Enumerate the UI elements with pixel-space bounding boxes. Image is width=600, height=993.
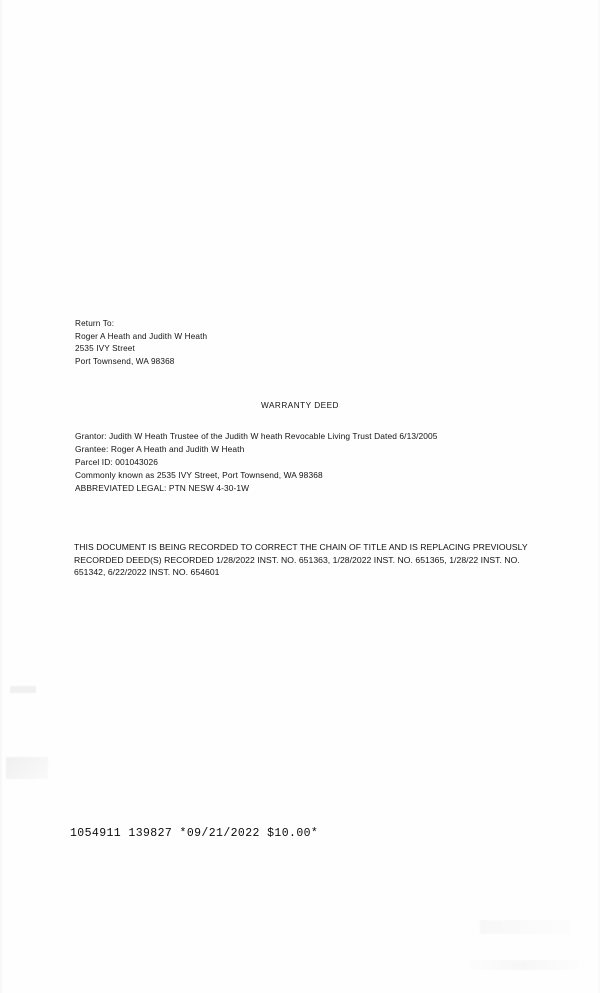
return-to-street: 2535 IVY Street — [75, 344, 135, 354]
scan-artifact-smudge — [10, 686, 36, 693]
return-to-city-state-zip: Port Townsend, WA 98368 — [75, 356, 175, 366]
page-left-edge — [0, 0, 3, 993]
document-title: WARRANTY DEED — [261, 401, 339, 410]
recording-stamp: 1054911 139827 *09/21/2022 $10.00* — [70, 827, 319, 840]
commonly-known-as-line: Commonly known as 2535 IVY Street, Port Townsend, WA 98368 — [75, 469, 323, 480]
party-information-block — [75, 430, 438, 495]
abbreviated-legal-line: ABBREVIATED LEGAL: PTN NESW 4-30-1W — [75, 482, 250, 493]
return-to-label: Return To: — [75, 319, 115, 328]
grantor-line: Grantor: Judith W Heath Trustee of the Judith W heath Revocable Living Trust Dated 6/13/2005 — [75, 431, 438, 441]
scan-artifact-smudge — [480, 920, 570, 934]
return-to-block — [75, 318, 207, 368]
scan-artifact-smudge — [6, 757, 48, 779]
grantee-line: Grantee: Roger A Heath and Judith W Heath — [75, 443, 245, 454]
parcel-id-line: Parcel ID: 001043026 — [75, 456, 159, 467]
scan-artifact-smudge — [470, 960, 580, 970]
correction-notice-paragraph: THIS DOCUMENT IS BEING RECORDED TO CORRECT THE CHAIN OF TITLE AND IS REPLACING PREVIOUSLY RECORDED DEED(S) RECORDED 1/28/2022 INST. NO. 651363, 1/28/2022 INST. NO. 651365, 1/28/22 INST. NO. 651342, 6/22/2022 INST. NO. 654601 — [74, 542, 528, 578]
return-to-name: Roger A Heath and Judith W Heath — [75, 331, 208, 341]
